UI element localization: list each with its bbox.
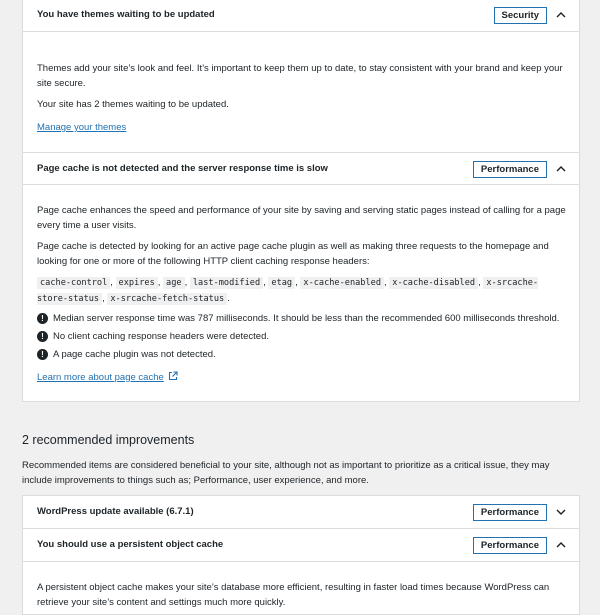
object-cache-accordion-header[interactable] xyxy=(23,529,579,562)
performance-badge: Performance xyxy=(473,161,547,178)
header-code: cache-control xyxy=(37,277,110,289)
warning-row xyxy=(37,311,559,325)
exclamation-icon: ! xyxy=(37,331,48,342)
themes-description: Themes add your site’s look and feel. It’s important to keep them up to date, to stay consistent with your brand and keep your site secure. xyxy=(37,63,563,89)
header-code: expires xyxy=(116,277,158,289)
recommended-issues-panel xyxy=(22,495,580,615)
external-link-icon xyxy=(168,371,178,381)
page-cache-link-row xyxy=(37,370,567,385)
header-code: last-modified xyxy=(190,277,263,289)
warning-row xyxy=(37,329,269,343)
recommended-section-title: 2 recommended improvements xyxy=(22,433,195,447)
warning-text: A page cache plugin was not detected. xyxy=(53,348,216,360)
header-code: age xyxy=(163,277,185,289)
page-cache-accordion-header[interactable] xyxy=(23,152,579,185)
themes-accordion-header[interactable] xyxy=(23,0,579,32)
page-cache-detection: Page cache is detected by looking for an active page cache plugin as well as making three requests to the homepage and looking for one or more of the following HTTP client caching response headers: xyxy=(37,241,549,267)
chevron-up-icon[interactable] xyxy=(554,538,568,552)
object-cache-accordion-title: You should use a persistent object cache xyxy=(37,539,224,550)
wp-update-accordion-title: WordPress update available (6.7.1) xyxy=(37,506,194,517)
recommended-section-description: Recommended items are considered beneficial to your site, although not as important to prioritize as a critical issue, they may include improvements to things such as; Performance, user experience, and more. xyxy=(22,460,550,486)
themes-status: Your site has 2 themes waiting to be updated. xyxy=(37,99,229,110)
critical-issues-panel xyxy=(22,0,580,402)
themes-accordion-title: You have themes waiting to be updated xyxy=(37,9,215,20)
header-code: x-srcache-fetch-status xyxy=(107,293,227,305)
exclamation-icon: ! xyxy=(37,349,48,360)
manage-themes-link[interactable]: Manage your themes xyxy=(37,122,127,133)
wp-update-accordion-header[interactable] xyxy=(23,496,579,529)
header-code: etag xyxy=(268,277,295,289)
warning-text: Median server response time was 787 milliseconds. It should be less than the recommended 600 milliseconds threshold. xyxy=(53,312,560,324)
performance-badge: Performance xyxy=(473,537,547,554)
performance-badge: Performance xyxy=(473,504,547,521)
header-code: x-cache-disabled xyxy=(389,277,478,289)
chevron-up-icon[interactable] xyxy=(554,8,568,22)
page-cache-description: Page cache enhances the speed and performance of your site by saving and serving static pages instead of calling for a page every time a user visits. xyxy=(37,205,566,231)
exclamation-icon: ! xyxy=(37,313,48,324)
warning-text: No client caching response headers were detected. xyxy=(53,330,269,342)
security-badge: Security xyxy=(494,7,548,24)
learn-more-page-cache-link[interactable]: Learn more about page cache xyxy=(37,372,164,383)
object-cache-description: A persistent object cache makes your site’s database more efficient, resulting in faster load times because WordPress can retrieve your site’s content and settings much more quickly. xyxy=(37,582,550,608)
cache-headers-list: cache-control , expires , age , last-modified , etag , x-cache-enabled , x-cache-disabled , x-srcache-store-status , x-srcache-fetch-status . xyxy=(37,277,539,304)
chevron-down-icon[interactable] xyxy=(554,505,568,519)
header-code: x-cache-enabled xyxy=(300,277,384,289)
warning-row xyxy=(37,347,216,361)
themes-link-row xyxy=(37,120,567,135)
chevron-up-icon[interactable] xyxy=(554,162,568,176)
page-cache-accordion-title: Page cache is not detected and the server response time is slow xyxy=(37,163,328,174)
header-code: x-srcache-store-status xyxy=(37,278,539,304)
